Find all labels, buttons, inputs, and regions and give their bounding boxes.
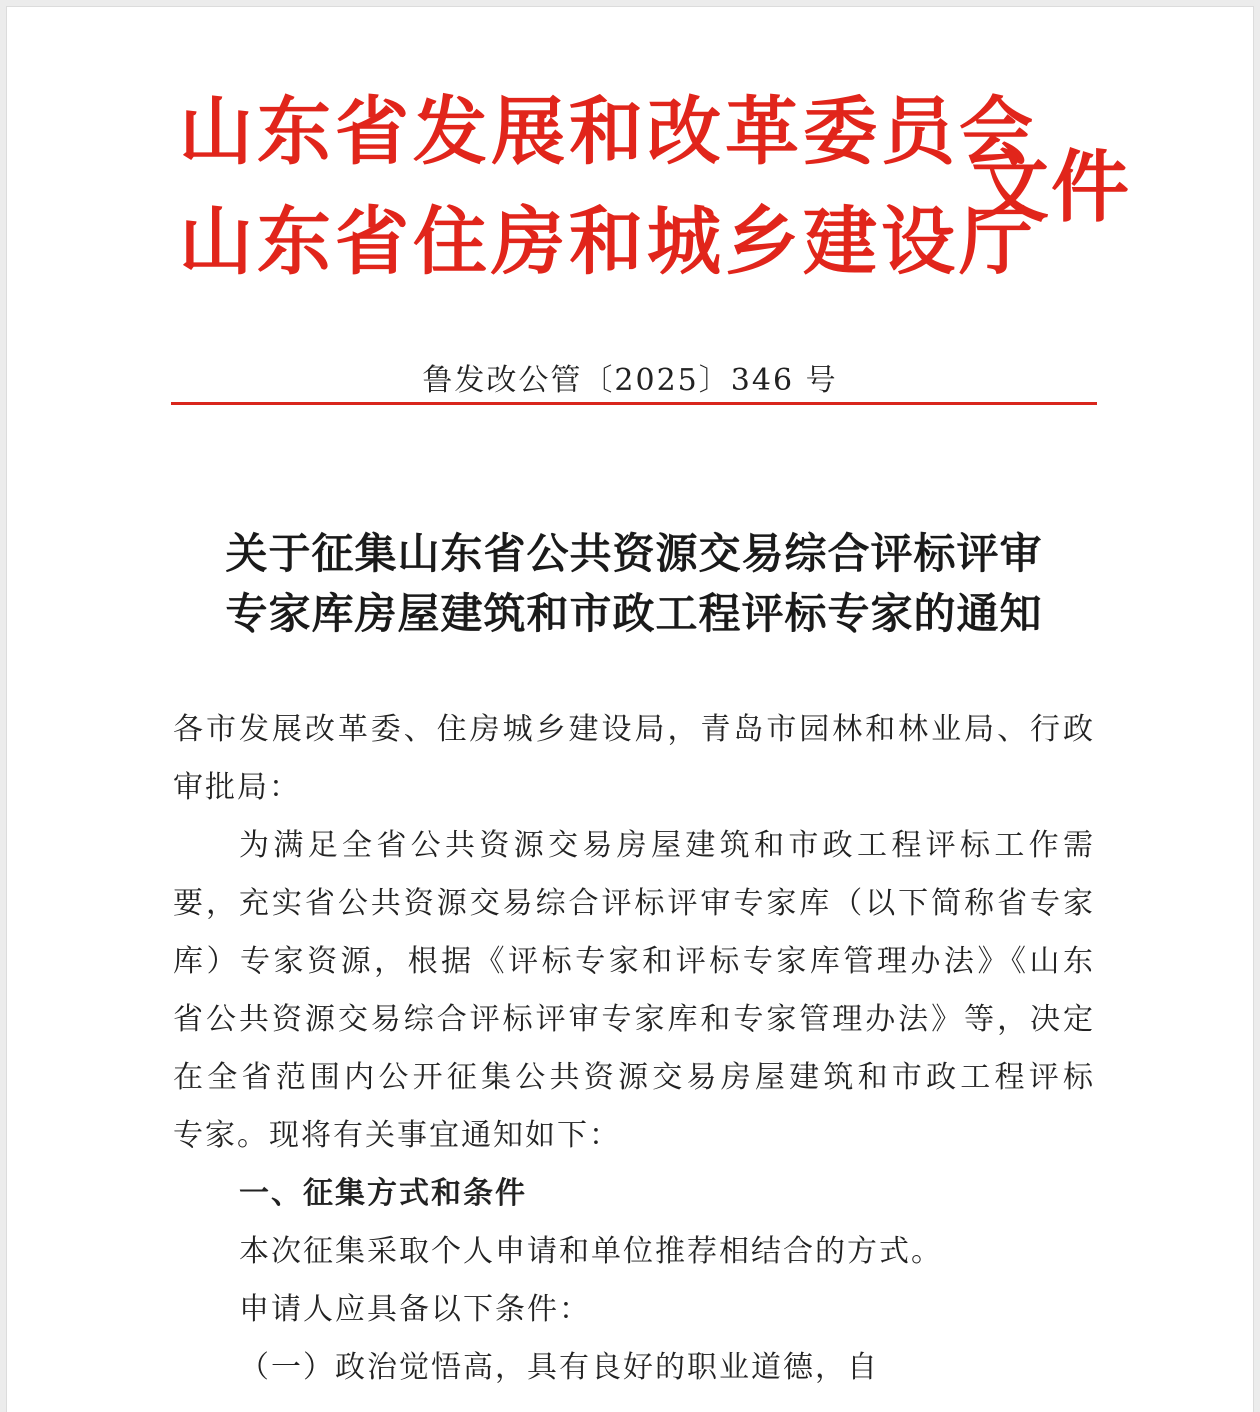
issuer-line-2: 山东省住房和城乡建设厅 <box>179 199 1037 285</box>
document-page <box>6 6 1254 1412</box>
red-divider <box>171 402 1097 405</box>
section-1-line-2: 申请人应具备以下条件： <box>239 1292 591 1327</box>
paragraph1-line-4: 省公共资源交易综合评标评审专家库和专家管理办法》等，决定 <box>173 1002 1095 1037</box>
paragraph1-line-2: 要，充实省公共资源交易综合评标评审专家库（以下简称省专家 <box>173 886 1095 921</box>
paragraph1-line-3: 库）专家资源，根据《评标专家和评标专家库管理办法》《山东 <box>173 944 1095 979</box>
issuer-line-1: 山东省发展和改革委员会 <box>179 89 1037 175</box>
document-number: 鲁发改公管〔2025〕346 号 <box>422 363 838 398</box>
paragraph1-line-6: 专家。现将有关事宜通知如下： <box>173 1118 621 1153</box>
document-title-line-2: 专家库房屋建筑和市政工程评标专家的通知 <box>225 589 1043 638</box>
section-1-line-1: 本次征集采取个人申请和单位推荐相结合的方式。 <box>239 1234 943 1269</box>
paragraph1-line-1: 为满足全省公共资源交易房屋建筑和市政工程评标工作需 <box>239 828 1095 863</box>
addressee-line-2: 审批局： <box>173 770 301 805</box>
document-title-line-1: 关于征集山东省公共资源交易综合评标评审 <box>225 529 1043 578</box>
issuer-header <box>179 87 1132 287</box>
section-1-heading: 一、征集方式和条件 <box>239 1176 527 1211</box>
paragraph1-line-5: 在全省范围内公开征集公共资源交易房屋建筑和市政工程评标 <box>173 1060 1095 1095</box>
document-suffix: 文件 <box>971 143 1132 233</box>
condition-1-line: （一）政治觉悟高，具有良好的职业道德，自 <box>239 1350 879 1385</box>
addressee-line-1: 各市发展改革委、住房城乡建设局，青岛市园林和林业局、行政 <box>173 712 1095 747</box>
